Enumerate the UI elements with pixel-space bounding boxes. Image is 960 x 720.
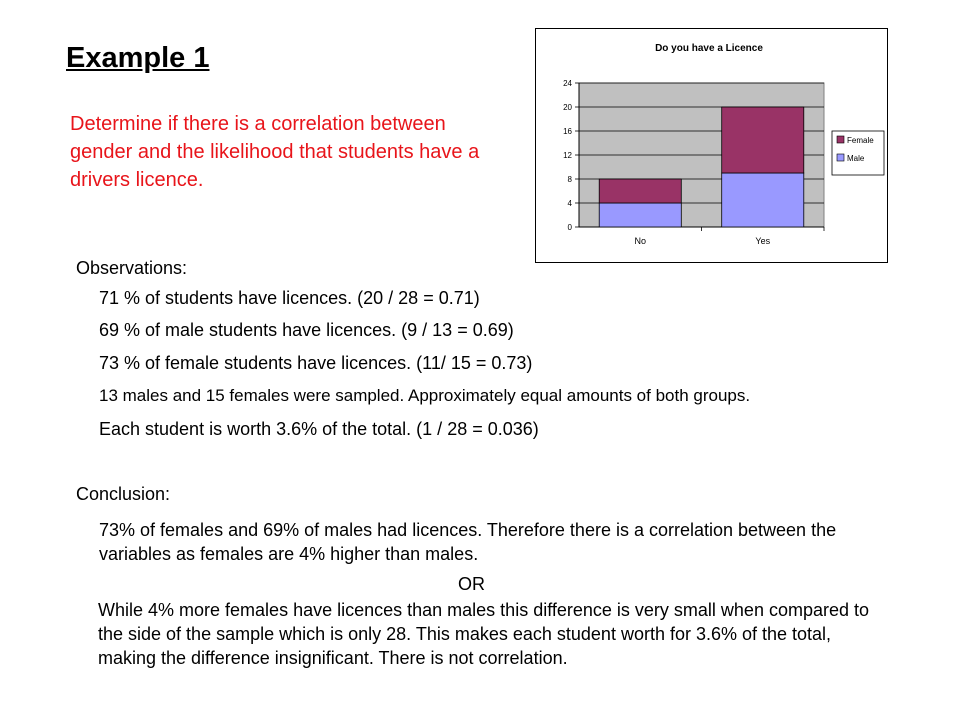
bar-no-male [599,203,681,227]
legend-label-male: Male [847,154,865,163]
observation-line-2: 69 % of male students have licences. (9 / 13 = 0.69) [99,320,514,340]
or-separator: OR [458,574,485,594]
observations-heading: Observations: [76,258,188,278]
x-tick-label-no: No [634,236,647,246]
observation-line-5: Each student is worth 3.6% of the total. (1 / 28 = 0.036) [99,419,539,439]
bar-yes-male [722,173,804,227]
y-tick-label-6: 24 [563,79,572,88]
x-tick-label-yes: Yes [755,236,771,246]
intro-question: Determine if there is a correlation between gender and the likelihood that students have a drivers licence. [70,113,480,191]
y-tick-label-4: 16 [563,127,572,136]
y-tick-label-2: 8 [567,175,572,184]
legend-label-female: Female [847,136,874,145]
chart-svg [536,29,889,264]
conclusion-paragraph-1: 73% of females and 69% of males had licences. Therefore there is a correlation between the variables as females are 4% higher than males. [99,520,837,564]
conclusion-paragraph-2: While 4% more females have licences than males this difference is very small when compared to the side of the sample which is only 28. This makes each student worth for 3.6% of the total, making the difference insignificant. There is not correlation. [98,600,870,668]
legend-swatch-male [837,154,844,161]
licence-chart [535,28,888,263]
observation-line-4: 13 males and 15 females were sampled. Approximately equal amounts of both groups. [99,386,751,405]
observation-line-3: 73 % of female students have licences. (11/ 15 = 0.73) [99,353,533,373]
conclusion-heading: Conclusion: [76,484,171,504]
bar-yes-female [722,107,804,173]
observation-line-1: 71 % of students have licences. (20 / 28 = 0.71) [99,288,480,308]
y-tick-label-1: 4 [567,199,572,208]
y-tick-label-3: 12 [563,151,572,160]
bar-no-female [599,179,681,203]
chart-title: Do you have a Licence [655,43,763,54]
page-title: Example 1 [66,42,210,74]
y-tick-label-0: 0 [567,223,572,232]
legend-swatch-female [837,136,844,143]
y-tick-label-5: 20 [563,103,572,112]
